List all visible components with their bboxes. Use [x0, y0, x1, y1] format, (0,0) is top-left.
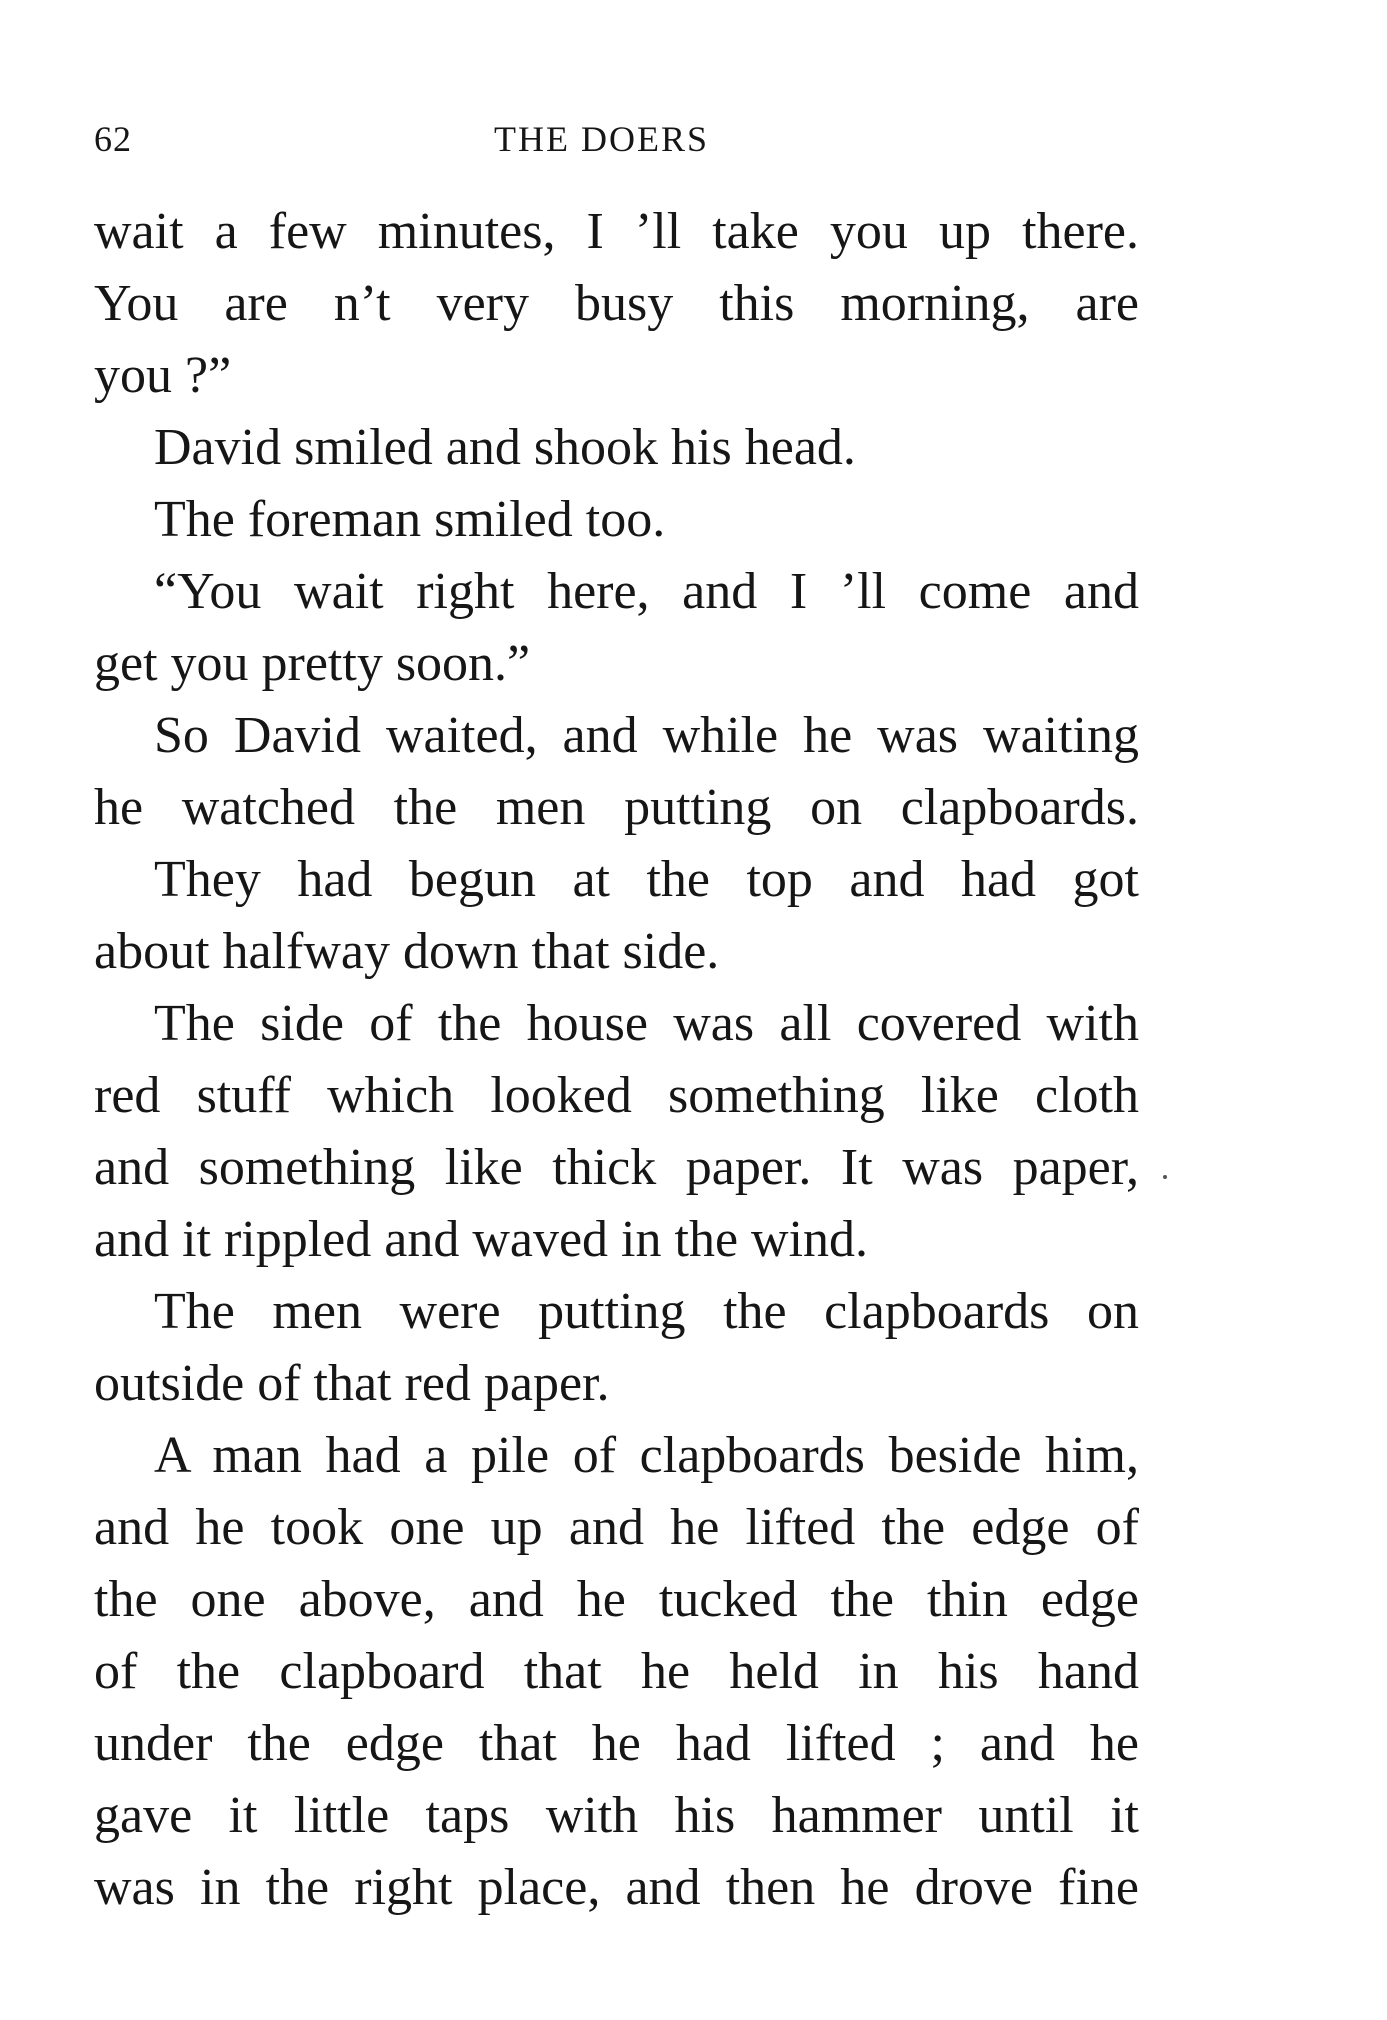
text-line: The foreman smiled too.: [154, 491, 666, 548]
text-line: David smiled and shook his head.: [154, 419, 856, 476]
running-title: THE DOERS: [494, 119, 709, 159]
text-line: under the edge that he had lifted ; and he: [94, 1715, 1139, 1772]
text-line: and he took one up and he lifted the edge of: [94, 1499, 1139, 1556]
text-line: get you pretty soon.”: [94, 635, 531, 692]
text-line: red stuff which looked something like cloth: [94, 1067, 1139, 1124]
text-line: the one above, and he tucked the thin edge: [94, 1571, 1139, 1628]
page-number: 62: [94, 119, 132, 159]
text-line: gave it little taps with his hammer until it: [94, 1787, 1139, 1844]
text-line: he watched the men putting on clapboards.: [94, 779, 1139, 836]
body-text: [94, 196, 1139, 1924]
text-line: They had begun at the top and had got: [154, 851, 1139, 908]
text-line: about halfway down that side.: [94, 923, 720, 980]
text-line: wait a few minutes, I ’ll take you up there.: [94, 203, 1139, 260]
text-line: The men were putting the clapboards on: [154, 1283, 1139, 1340]
text-line: “You wait right here, and I ’ll come and: [154, 563, 1139, 620]
ink-speck: [1163, 1175, 1167, 1179]
running-head: [94, 118, 1139, 168]
text-line: A man had a pile of clapboards beside him,: [154, 1427, 1139, 1484]
text-line: was in the right place, and then he drove fine: [94, 1859, 1139, 1916]
text-line: The side of the house was all covered with: [154, 995, 1139, 1052]
text-line: outside of that red paper.: [94, 1355, 610, 1412]
text-line: So David waited, and while he was waiting: [154, 707, 1139, 764]
text-line: and it rippled and waved in the wind.: [94, 1211, 869, 1268]
text-line: you ?”: [94, 347, 232, 404]
text-line: of the clapboard that he held in his hand: [94, 1643, 1139, 1700]
text-line: You are n’t very busy this morning, are: [94, 275, 1139, 332]
text-line: and something like thick paper. It was paper,: [94, 1139, 1139, 1196]
